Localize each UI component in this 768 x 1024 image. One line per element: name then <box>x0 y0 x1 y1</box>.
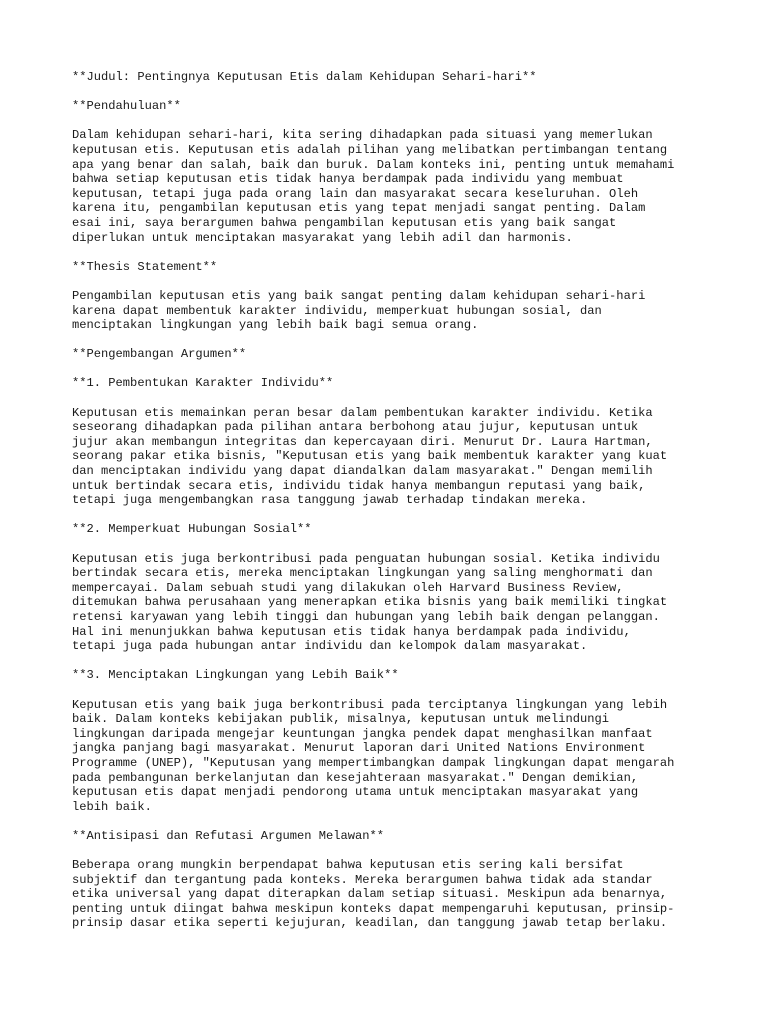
paragraph-thesis: Pengambilan keputusan etis yang baik sangat penting dalam kehidupan sehari-hari karena dapat membentuk karakter individu, memperkuat hubungan sosial, dan menciptakan lingkungan yang lebih baik bagi semua orang. <box>72 288 646 333</box>
heading-introduction: **Pendahuluan** <box>72 99 181 114</box>
heading-thesis: **Thesis Statement** <box>72 259 218 274</box>
paragraph-argument-2: Keputusan etis juga berkontribusi pada penguatan hubungan sosial. Ketika individu bertindak secara etis, mereka menciptakan lingkungan yang saling menghormati dan mempercayai. Dalam sebuah studi yang dilakukan oleh Harvard Business Review, ditemukan bahwa perusahaan yang menerapkan etika bisnis yang baik memiliki tingkat retensi karyawan yang lebih tinggi dan hubungan yang lebih baik dengan pelanggan. Hal ini menunjukkan bahwa keputusan etis tidak hanya berdampak pada individu, tetapi juga pada hubungan antar individu dan kelompok dalam masyarakat. <box>72 551 668 654</box>
heading-argument-3: **3. Menciptakan Lingkungan yang Lebih Baik** <box>72 668 399 683</box>
paragraph-argument-1: Keputusan etis memainkan peran besar dalam pembentukan karakter individu. Ketika seseorang dihadapkan pada pilihan antara berbohong atau jujur, keputusan untuk jujur akan membangun integritas dan kepercayaan diri. Menurut Dr. Laura Hartman, seorang pakar etika bisnis, "Keputusan etis yang baik membentuk karakter yang kuat dan menciptakan individu yang dapat diandalkan dalam masyarakat." Dengan memilih untuk bertindak secara etis, individu tidak hanya membangun reputasi yang baik, tetapi juga mengembangkan rasa tanggung jawab terhadap tindakan mereka. <box>72 405 668 508</box>
paragraph-counter-argument: Beberapa orang mungkin berpendapat bahwa keputusan etis sering kali bersifat subjektif dan tergantung pada konteks. Mereka berargumen bahwa tidak ada standar etika universal yang dapat diterapkan dalam setiap situasi. Meskipun ada benarnya, penting untuk diingat bahwa meskipun konteks dapat mempengaruhi keputusan, prinsip- prinsip dasar etika seperti kejujuran, keadilan, dan tanggung jawab tetap berlaku. <box>72 858 675 931</box>
heading-argument-development: **Pengembangan Argumen** <box>72 347 247 362</box>
heading-argument-2: **2. Memperkuat Hubungan Sosial** <box>72 522 312 537</box>
document-title: **Judul: Pentingnya Keputusan Etis dalam Kehidupan Sehari-hari** <box>72 70 537 84</box>
heading-counter-argument: **Antisipasi dan Refutasi Argumen Melawan** <box>72 828 385 843</box>
heading-argument-1: **1. Pembentukan Karakter Individu** <box>72 376 334 391</box>
document-page <box>72 70 712 946</box>
paragraph-introduction: Dalam kehidupan sehari-hari, kita sering dihadapkan pada situasi yang memerlukan keputusan etis. Keputusan etis adalah pilihan yang melibatkan pertimbangan tentang apa yang benar dan salah, baik dan buruk. Dalam konteks ini, penting untuk memahami bahwa setiap keputusan etis tidak hanya berdampak pada individu yang membuat keputusan, tetapi juga pada orang lain dan masyarakat secara keseluruhan. Oleh karena itu, pengambilan keputusan etis yang tepat menjadi sangat penting. Dalam esai ini, saya berargumen bahwa pengambilan keputusan etis yang baik sangat diperlukan untuk menciptakan masyarakat yang lebih adil dan harmonis. <box>72 128 675 245</box>
paragraph-argument-3: Keputusan etis yang baik juga berkontribusi pada terciptanya lingkungan yang lebih baik. Dalam konteks kebijakan publik, misalnya, keputusan untuk melindungi lingkungan daripada mengejar keuntungan jangka pendek dapat menghasilkan manfaat jangka panjang bagi masyarakat. Menurut laporan dari United Nations Environment Programme (UNEP), "Keputusan yang mempertimbangkan dampak lingkungan dapat mengarah pada pembangunan berkelanjutan dan kesejahteraan masyarakat." Dengan demikian, keputusan etis dapat menjadi pendorong utama untuk menciptakan masyarakat yang lebih baik. <box>72 697 675 814</box>
